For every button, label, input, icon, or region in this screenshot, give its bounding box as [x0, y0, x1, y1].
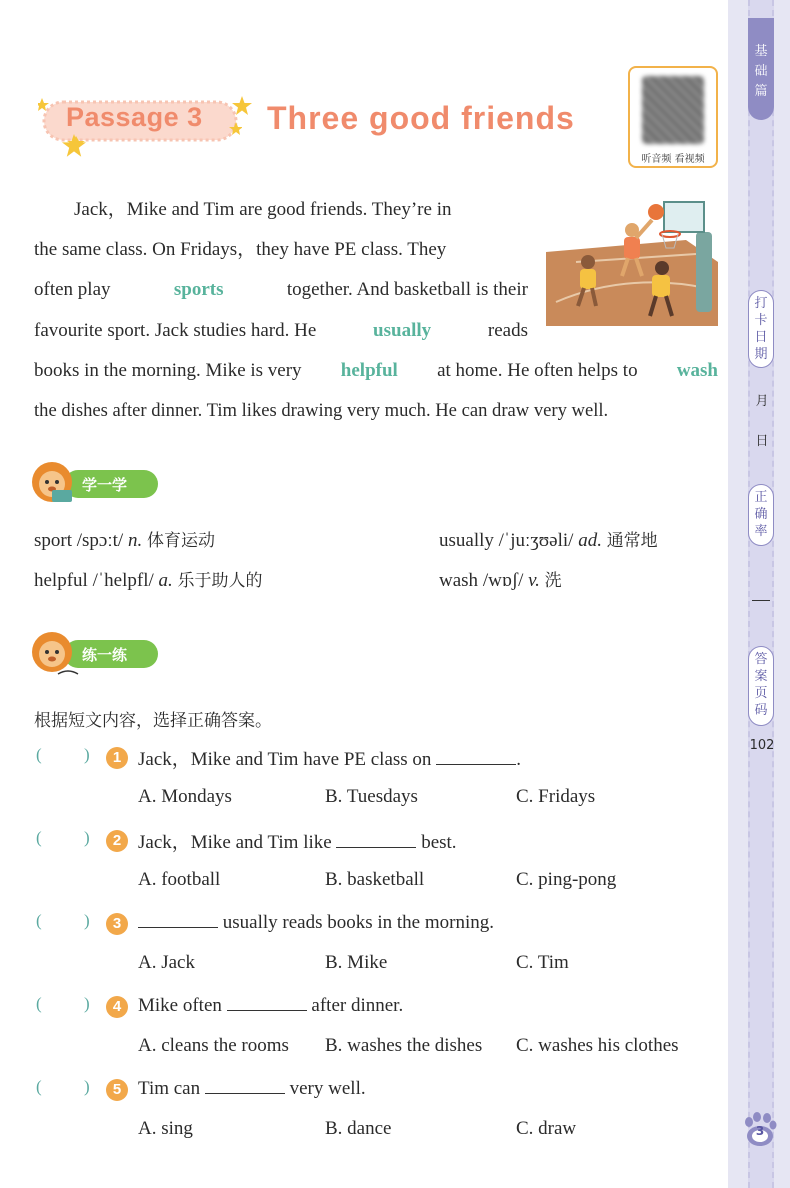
question-number-badge: 5: [106, 1079, 128, 1101]
answer-blank[interactable]: [205, 1076, 285, 1094]
passage-line: [34, 190, 528, 231]
option-a[interactable]: A. Jack: [138, 952, 195, 973]
learn-section-label: 学一学: [82, 476, 128, 494]
option-c[interactable]: C. Fridays: [516, 786, 596, 807]
answer-paren-close[interactable]: ): [84, 745, 90, 764]
answer-page-char: 案: [754, 669, 768, 684]
answer-page-char: 页: [754, 686, 768, 701]
question-stem-end: very well.: [289, 1078, 366, 1099]
question-text: [138, 910, 494, 934]
question-number-badge: 3: [106, 913, 128, 935]
question-stem: Mike often: [138, 995, 222, 1016]
vocab-pos: n.: [127, 530, 143, 551]
passage-line-text: reads: [487, 320, 528, 341]
question-stem: Jack，Mike and Tim have PE class on: [138, 749, 432, 770]
question-stem-end: .: [516, 749, 521, 770]
vocab-item-sport: [34, 526, 215, 552]
answer-blank[interactable]: [436, 747, 516, 765]
option-c[interactable]: C. ping-pong: [516, 869, 617, 890]
vocab-item-usually: [439, 526, 658, 552]
answer-page-char: 答: [754, 652, 768, 667]
vocab-meaning: 通常地: [606, 531, 658, 551]
vocab-meaning: 体育运动: [146, 531, 215, 551]
question-stem-end: best.: [421, 832, 457, 853]
passage-line-text: favourite sport. Jack studies hard. He: [34, 320, 317, 341]
month-label: 月: [755, 394, 769, 409]
option-c[interactable]: C. Tim: [516, 952, 569, 973]
accuracy-char: 率: [754, 524, 768, 539]
vocab-highlight-wash: wash: [676, 360, 718, 381]
answer-page-char: 码: [754, 703, 768, 718]
passage-title: Three good friends: [267, 100, 575, 136]
answer-paren-close[interactable]: ): [84, 828, 90, 847]
answer-paren-close[interactable]: ): [84, 911, 90, 930]
sidebar-tab-char: 础: [754, 64, 768, 79]
vocab-pos: v.: [528, 570, 540, 591]
option-b[interactable]: B. washes the dishes: [325, 1035, 483, 1056]
qr-code-image[interactable]: [642, 76, 704, 144]
vocab-highlight-helpful: helpful: [340, 360, 398, 381]
star-icon: [62, 134, 86, 158]
option-a[interactable]: A. sing: [138, 1118, 193, 1139]
option-b[interactable]: B. dance: [325, 1118, 392, 1139]
answer-blank[interactable]: [336, 830, 416, 848]
question-3: [30, 909, 720, 939]
passage-line: [34, 270, 528, 311]
question-number-badge: 4: [106, 996, 128, 1018]
vocab-word: wash: [439, 570, 479, 591]
option-b[interactable]: B. Tuesdays: [325, 786, 418, 807]
passage-label: Passage 3: [66, 102, 203, 132]
answer-blank[interactable]: [227, 993, 307, 1011]
checkin-char: 期: [754, 347, 768, 362]
passage-line: [34, 230, 528, 271]
question-text: [138, 744, 521, 771]
passage-line: [34, 391, 718, 432]
sidebar-tab-char: 基: [754, 44, 768, 59]
basketball-illustration: [546, 192, 718, 326]
day-label: 日: [755, 434, 769, 449]
passage-line: [34, 351, 718, 392]
vocab-ipa: /spɔːt/: [76, 530, 124, 551]
question-2: [30, 826, 720, 856]
passage-line-text: books in the morning. Mike is very: [34, 360, 302, 381]
sidebar-tab-char: 篇: [754, 84, 768, 99]
vocab-item-helpful: [34, 566, 263, 592]
option-c[interactable]: C. washes his clothes: [516, 1035, 679, 1056]
accuracy-line: [752, 600, 770, 601]
qr-code-box[interactable]: [628, 66, 718, 168]
answer-paren-open[interactable]: (: [36, 828, 42, 847]
vocab-highlight-usually: usually: [373, 320, 432, 341]
accuracy-char: 正: [754, 490, 768, 505]
question-stem: Jack，Mike and Tim like: [138, 832, 332, 853]
vocab-meaning: 洗: [544, 571, 562, 591]
answer-paren-open[interactable]: (: [36, 1077, 42, 1096]
checkin-char: 日: [754, 330, 768, 345]
question-5: [30, 1075, 720, 1105]
checkin-char: 卡: [754, 313, 768, 328]
vocab-word: helpful: [34, 570, 88, 591]
answer-paren-open[interactable]: (: [36, 745, 42, 764]
accuracy-label: [748, 484, 774, 546]
answer-paren-open[interactable]: (: [36, 994, 42, 1013]
question-number-badge: 2: [106, 830, 128, 852]
question-stem-end: usually reads books in the morning.: [222, 912, 494, 933]
accuracy-char: 确: [754, 507, 768, 522]
question-4: [30, 992, 720, 1022]
passage-line-text: the dishes after dinner. Tim likes drawing very much. He can draw very well.: [34, 400, 609, 421]
question-stem-end: after dinner.: [311, 995, 404, 1016]
passage-line-text: Jack，Mike and Tim are good friends. They’re in: [74, 199, 452, 220]
option-c[interactable]: C. draw: [516, 1118, 577, 1139]
passage-line-text: together. And basketball is their: [286, 279, 528, 300]
passage-line: [34, 311, 528, 352]
question-text: [138, 827, 457, 854]
answer-blank[interactable]: [138, 910, 218, 928]
vocab-meaning: 乐于助人的: [177, 571, 263, 591]
vocab-ipa: /ˈhelpfl/: [92, 570, 154, 591]
option-a[interactable]: A. football: [138, 869, 221, 890]
vocab-word: sport: [34, 530, 72, 551]
answer-paren-close[interactable]: ): [84, 1077, 90, 1096]
page-number: 3: [755, 1124, 765, 1138]
vocab-ipa: /ˈjuːʒʊəli/: [498, 530, 574, 551]
sidebar-track: [748, 0, 774, 1188]
vocab-word: usually: [439, 530, 494, 551]
vocab-highlight-sports: sports: [173, 279, 224, 300]
question-number-badge: 1: [106, 747, 128, 769]
vocab-pos: a.: [158, 570, 173, 591]
instruction-text: 根据短文内容，选择正确答案。: [34, 711, 272, 731]
question-text: [138, 1076, 366, 1100]
practice-section-label: 练一练: [82, 646, 128, 664]
question-1: [30, 743, 720, 773]
vocab-ipa: /wɒʃ/: [482, 570, 524, 591]
checkin-char: 打: [754, 296, 768, 311]
sidebar-section-tab: [748, 18, 774, 120]
passage-line-text: often play: [34, 279, 111, 300]
answer-paren-open[interactable]: (: [36, 911, 42, 930]
option-b[interactable]: B. Mike: [325, 952, 388, 973]
checkin-date-label: [748, 290, 774, 368]
qr-caption: 听音频 看视频: [641, 154, 705, 165]
option-a[interactable]: A. Mondays: [138, 786, 232, 807]
answer-page-label: [748, 646, 774, 726]
star-icon: [232, 96, 252, 116]
vocab-pos: ad.: [578, 530, 602, 551]
option-b[interactable]: B. basketball: [325, 869, 425, 890]
passage-line-text: the same class. On Fridays，they have PE class. They: [34, 239, 447, 260]
passage-line-text: at home. He often helps to: [437, 360, 638, 381]
vocab-item-wash: [439, 566, 562, 592]
question-stem: Tim can: [138, 1078, 201, 1099]
answer-page-number: 102: [749, 738, 775, 753]
option-a[interactable]: A. cleans the rooms: [138, 1035, 289, 1056]
answer-paren-close[interactable]: ): [84, 994, 90, 1013]
question-text: [138, 993, 403, 1017]
